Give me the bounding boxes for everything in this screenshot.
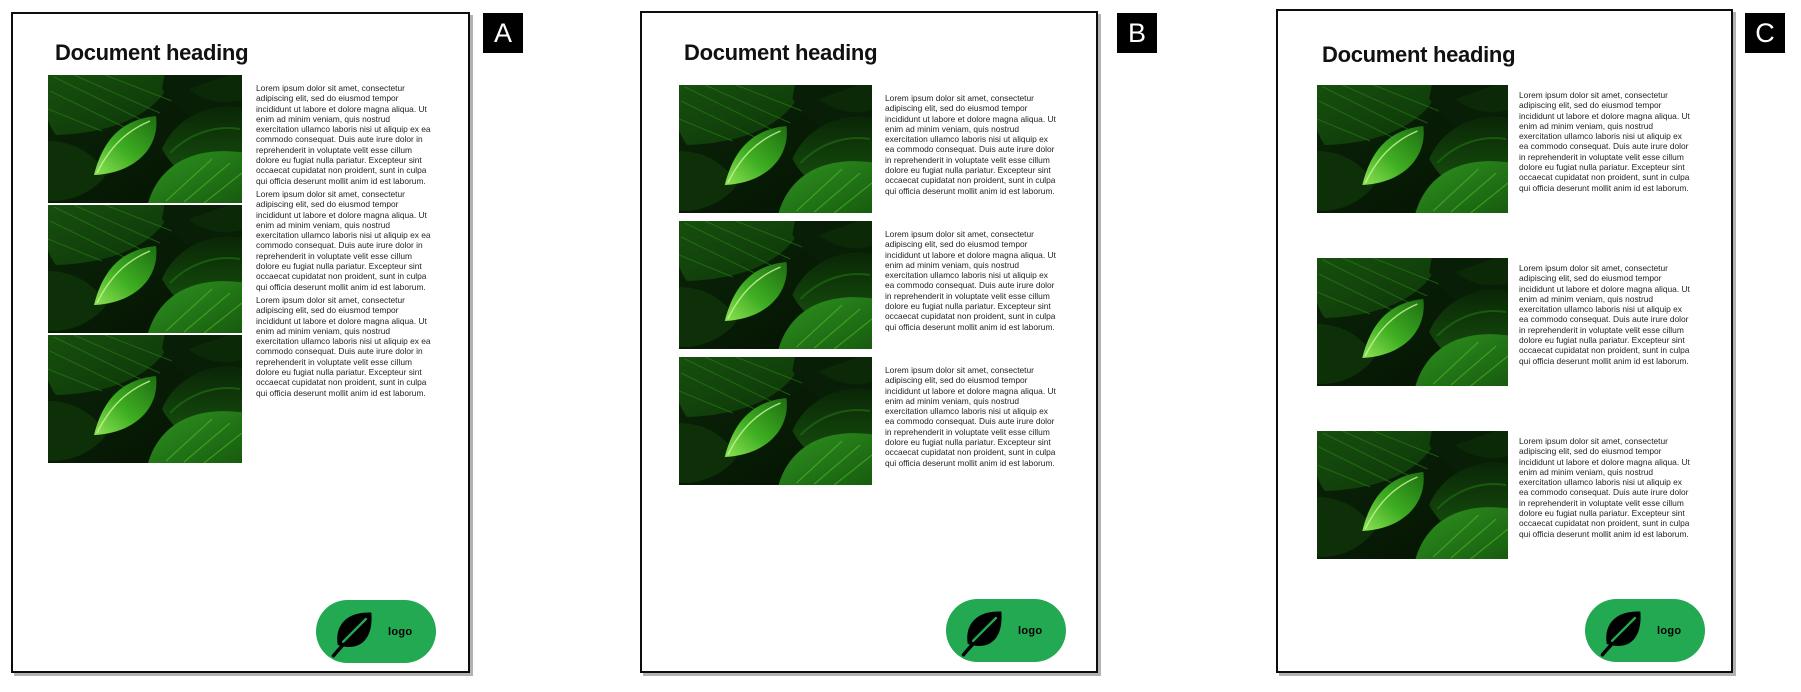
- image-text-row: [1317, 258, 1693, 386]
- body-paragraph: Lorem ipsum dolor sit amet, consectetur adipiscing elit, sed do eiusmod tempor incididunt ut labore et dolore magna aliqua. Ut enim ad minim veniam, quis nostrud exercitation ullamco laboris nisi ut aliquip ex ea commodo consequat. Duis aute irure dolor in reprehenderit in voluptate velit esse cillum dolore eu fugiat nulla pariatur. Excepteur sint occaecat cupidatat non proident, sunt in culpa qui officia deserunt mollit anim id est laborum.: [1519, 90, 1690, 193]
- document-page-b: [640, 11, 1098, 673]
- leaves-photo: [679, 357, 872, 485]
- body-paragraph: Lorem ipsum dolor sit amet, consectetur adipiscing elit, sed do eiusmod tempor incididunt ut labore et dolore magna aliqua. Ut enim ad minim veniam, quis nostrud exercitation ullamco laboris nisi ut aliquip ex ea commodo consequat. Duis aute irure dolor in reprehenderit in voluptate velit esse cillum dolore eu fugiat nulla pariatur. Excepteur sint occaecat cupidatat non proident, sunt in culpa qui officia deserunt mollit anim id est laborum.: [256, 83, 431, 186]
- logo-text: logo: [1018, 624, 1043, 637]
- image-text-row: [679, 357, 1059, 485]
- logo-badge: [316, 600, 436, 663]
- leaves-photo: [679, 221, 872, 349]
- image-text-row: [679, 221, 1059, 349]
- page-title: Document heading: [684, 40, 878, 65]
- leaves-photo: [679, 85, 872, 213]
- content-rows: [1317, 85, 1693, 604]
- leaves-photo: [1317, 258, 1508, 386]
- variant-label-a: A: [483, 13, 523, 53]
- logo-text: logo: [1657, 624, 1682, 637]
- page-title: Document heading: [1322, 42, 1516, 67]
- leaf-icon: [958, 605, 1010, 657]
- body-paragraph: Lorem ipsum dolor sit amet, consectetur adipiscing elit, sed do eiusmod tempor incididunt ut labore et dolore magna aliqua. Ut enim ad minim veniam, quis nostrud exercitation ullamco laboris nisi ut aliquip ex ea commodo consequat. Duis aute irure dolor in reprehenderit in voluptate velit esse cillum dolore eu fugiat nulla pariatur. Excepteur sint occaecat cupidatat non proident, sunt in culpa qui officia deserunt mollit anim id est laborum.: [256, 294, 431, 398]
- logo-badge: [946, 599, 1066, 662]
- document-page-a: [11, 12, 470, 673]
- body-paragraph: Lorem ipsum dolor sit amet, consectetur adipiscing elit, sed do eiusmod tempor incididunt ut labore et dolore magna aliqua. Ut enim ad minim veniam, quis nostrud exercitation ullamco laboris nisi ut aliquip ex ea commodo consequat. Duis aute irure dolor in reprehenderit in voluptate velit esse cillum dolore eu fugiat nulla pariatur. Excepteur sint occaecat cupidatat non proident, sunt in culpa qui officia deserunt mollit anim id est laborum.: [1519, 436, 1690, 539]
- leaf-icon: [1597, 605, 1649, 657]
- content-rows: [679, 85, 1059, 493]
- body-text-column: [256, 83, 434, 401]
- image-text-row: [1317, 431, 1693, 559]
- image-column: [48, 75, 242, 463]
- leaves-photo: [48, 335, 242, 463]
- leaves-photo: [48, 205, 242, 333]
- leaves-photo: [1317, 431, 1508, 559]
- leaves-photo: [48, 75, 242, 203]
- document-page-c: [1276, 9, 1733, 673]
- logo-text: logo: [388, 625, 413, 638]
- variant-label-b: B: [1117, 13, 1157, 53]
- body-paragraph: Lorem ipsum dolor sit amet, consectetur adipiscing elit, sed do eiusmod tempor incididunt ut labore et dolore magna aliqua. Ut enim ad minim veniam, quis nostrud exercitation ullamco laboris nisi ut aliquip ex ea commodo consequat. Duis aute irure dolor in reprehenderit in voluptate velit esse cillum dolore eu fugiat nulla pariatur. Excepteur sint occaecat cupidatat non proident, sunt in culpa qui officia deserunt mollit anim id est laborum.: [885, 93, 1056, 196]
- leaf-icon: [328, 606, 380, 658]
- body-paragraph: Lorem ipsum dolor sit amet, consectetur adipiscing elit, sed do eiusmod tempor incididunt ut labore et dolore magna aliqua. Ut enim ad minim veniam, quis nostrud exercitation ullamco laboris nisi ut aliquip ex ea commodo consequat. Duis aute irure dolor in reprehenderit in voluptate velit esse cillum dolore eu fugiat nulla pariatur. Excepteur sint occaecat cupidatat non proident, sunt in culpa qui officia deserunt mollit anim id est laborum.: [1519, 263, 1690, 366]
- body-paragraph: Lorem ipsum dolor sit amet, consectetur adipiscing elit, sed do eiusmod tempor incididunt ut labore et dolore magna aliqua. Ut enim ad minim veniam, quis nostrud exercitation ullamco laboris nisi ut aliquip ex ea commodo consequat. Duis aute irure dolor in reprehenderit in voluptate velit esse cillum dolore eu fugiat nulla pariatur. Excepteur sint occaecat cupidatat non proident, sunt in culpa qui officia deserunt mollit anim id est laborum.: [885, 365, 1056, 468]
- page-title: Document heading: [55, 40, 249, 65]
- body-paragraph: Lorem ipsum dolor sit amet, consectetur adipiscing elit, sed do eiusmod tempor incididunt ut labore et dolore magna aliqua. Ut enim ad minim veniam, quis nostrud exercitation ullamco laboris nisi ut aliquip ex ea commodo consequat. Duis aute irure dolor in reprehenderit in voluptate velit esse cillum dolore eu fugiat nulla pariatur. Excepteur sint occaecat cupidatat non proident, sunt in culpa qui officia deserunt mollit anim id est laborum.: [885, 229, 1056, 332]
- image-text-row: [1317, 85, 1693, 213]
- body-paragraph: Lorem ipsum dolor sit amet, consectetur adipiscing elit, sed do eiusmod tempor incididunt ut labore et dolore magna aliqua. Ut enim ad minim veniam, quis nostrud exercitation ullamco laboris nisi ut aliquip ex ea commodo consequat. Duis aute irure dolor in reprehenderit in voluptate velit esse cillum dolore eu fugiat nulla pariatur. Excepteur sint occaecat cupidatat non proident, sunt in culpa qui officia deserunt mollit anim id est laborum.: [256, 188, 431, 292]
- leaves-photo: [1317, 85, 1508, 213]
- variant-label-c: C: [1745, 13, 1785, 53]
- logo-badge: [1585, 599, 1705, 662]
- image-text-row: [679, 85, 1059, 213]
